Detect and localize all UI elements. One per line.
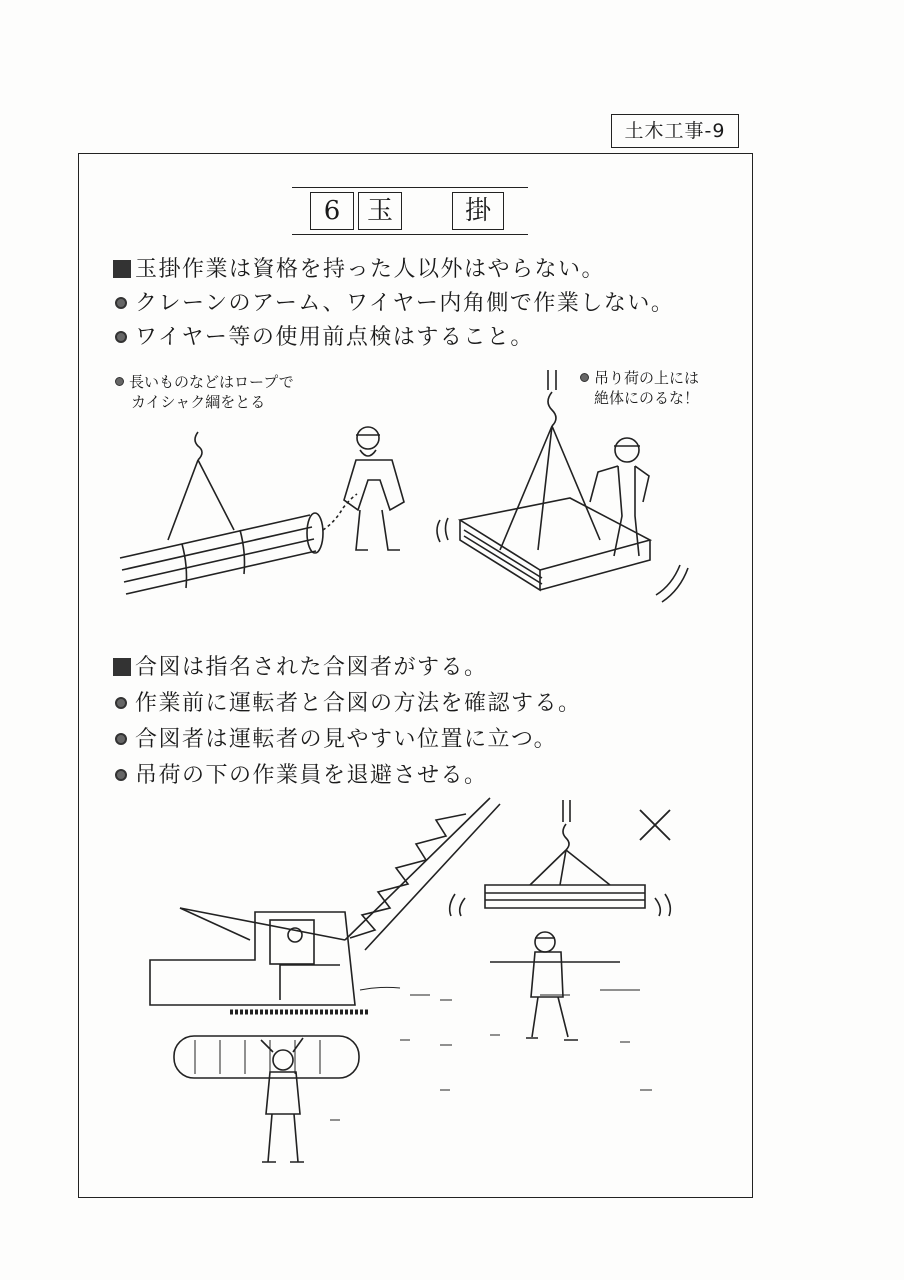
note-no-riding-load: 吊り荷の上には 絶体にのるな！ <box>578 368 699 408</box>
section-title <box>292 187 528 235</box>
title-char-2: 掛 <box>452 192 504 230</box>
section2-bullet-2: 合図者は運転者の見やすい位置に立つ。 <box>113 722 557 753</box>
page-number-tag: 土木工事-9 <box>611 114 739 148</box>
round-bullet-icon <box>115 297 127 309</box>
round-bullet-icon <box>115 377 124 386</box>
section1-bullet-2: ワイヤー等の使用前点検はすること。 <box>113 320 534 351</box>
title-number: 6 <box>310 192 354 230</box>
title-char-1: 玉 <box>358 192 402 230</box>
square-bullet-icon <box>113 658 131 676</box>
cross-mark-icon <box>638 808 672 842</box>
illustration-pipe-tagline <box>110 420 430 610</box>
round-bullet-icon <box>115 697 127 709</box>
section2-bullet-3: 吊荷の下の作業員を退避させる。 <box>113 758 488 789</box>
illustration-no-riding-load <box>430 370 700 610</box>
round-bullet-icon <box>115 733 127 745</box>
section2-heading: 合図は指名された合図者がする。 <box>113 650 488 681</box>
round-bullet-icon <box>115 331 127 343</box>
section1-heading: 玉掛作業は資格を持った人以外はやらない。 <box>113 252 605 283</box>
square-bullet-icon <box>113 260 131 278</box>
note-tagline-rope: 長いものなどはロープで カイシャク綱をとる <box>113 372 294 412</box>
illustration-crane-signaling <box>140 790 700 1180</box>
round-bullet-icon <box>115 769 127 781</box>
section1-bullet-1: クレーンのアーム、ワイヤー内角側で作業しない。 <box>113 286 674 317</box>
section2-bullet-1: 作業前に運転者と合図の方法を確認する。 <box>113 686 582 717</box>
